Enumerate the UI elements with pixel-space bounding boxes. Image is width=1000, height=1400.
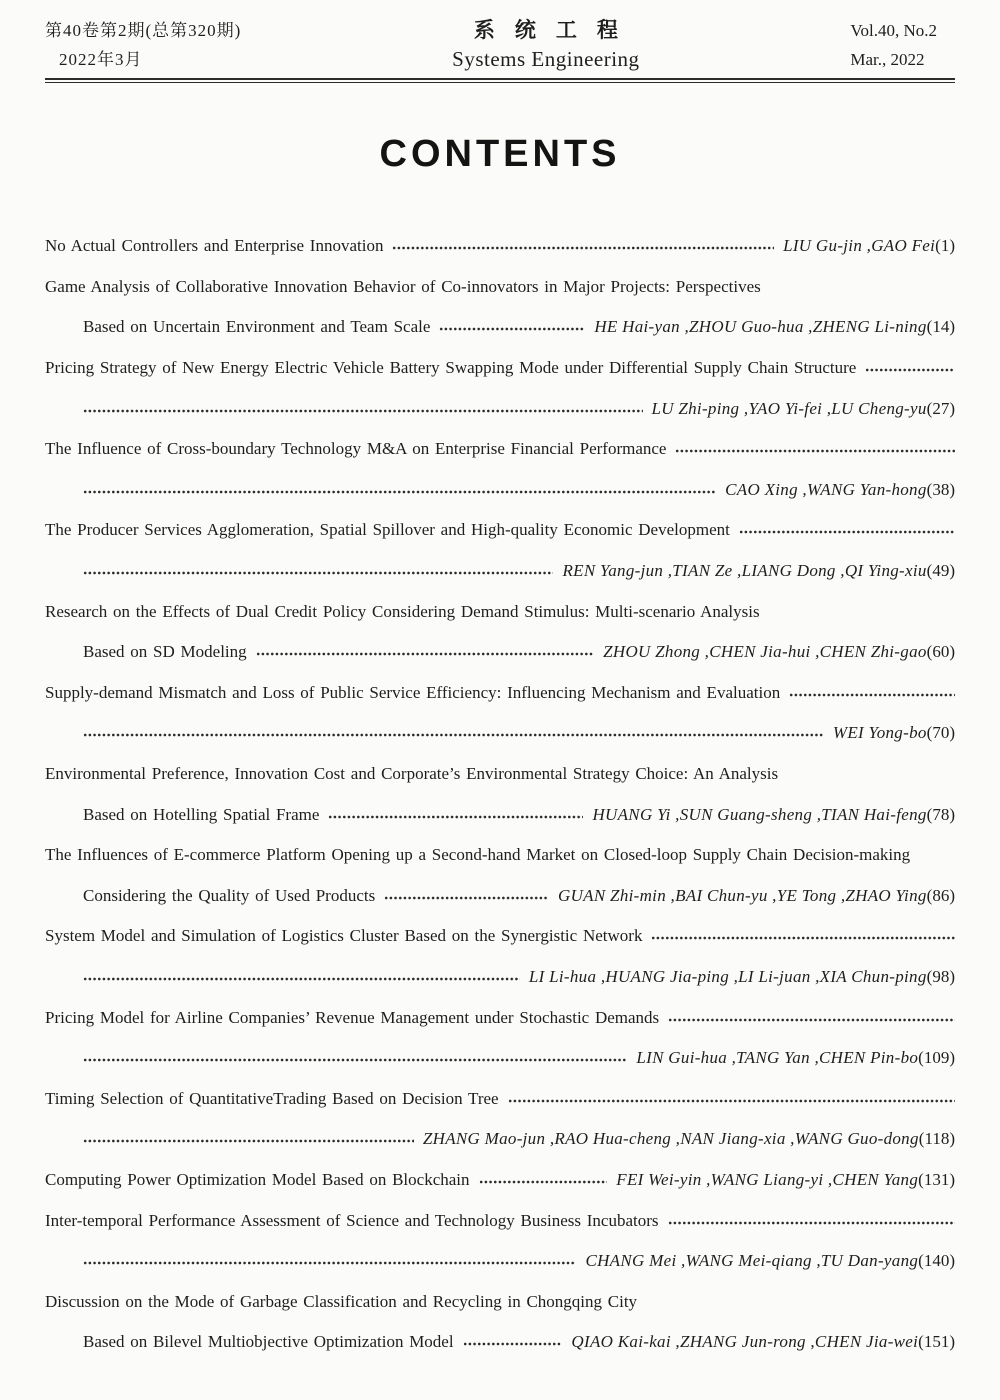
- toc-line: [45, 388, 955, 429]
- journal-title-cn: 系统工程: [473, 18, 638, 42]
- toc-entry-authors: LI Li-hua ,HUANG Jia-ping ,LI Li-juan ,XIA Chun-ping: [528, 966, 927, 986]
- dot-leader: [739, 529, 955, 535]
- dot-leader: [789, 692, 955, 698]
- dot-leader: [83, 1138, 414, 1144]
- toc-line: [45, 1038, 955, 1079]
- toc-line: [45, 551, 955, 592]
- toc-entry-title: System Model and Simulation of Logistics Cluster Based on the Synergistic Network: [45, 926, 643, 946]
- toc-entry-authors: LIN Gui-hua ,TANG Yan ,CHEN Pin-bo: [636, 1048, 919, 1068]
- toc-line: [45, 957, 955, 998]
- issue-date-cn: 2022年3月: [59, 50, 143, 69]
- toc-entry-authors: FEI Wei-yin ,WANG Liang-yi ,CHEN Yang: [616, 1169, 919, 1189]
- toc-line: [45, 876, 955, 917]
- dot-leader: [83, 976, 520, 982]
- dot-leader: [83, 732, 824, 738]
- dot-leader: [651, 935, 955, 941]
- table-of-contents: [45, 226, 955, 1363]
- toc-entry-title: Research on the Effects of Dual Credit Policy Considering Demand Stimulus: Multi-scenario Analysis: [45, 601, 760, 621]
- dot-leader: [83, 1260, 576, 1266]
- toc-entry-title: Supply-demand Mismatch and Loss of Public Service Efficiency: Influencing Mechanism and Evaluation: [45, 682, 781, 702]
- dot-leader: [384, 895, 549, 901]
- toc-line: [45, 510, 955, 551]
- toc-entry-title: The Influences of E-commerce Platform Opening up a Second-hand Market on Closed-loop Supply Chain Decision-making: [45, 845, 911, 865]
- toc-line: [45, 226, 955, 267]
- dot-leader: [83, 570, 553, 576]
- volume-issue-info: [45, 16, 241, 74]
- dot-leader: [392, 245, 774, 251]
- dot-leader: [256, 651, 594, 657]
- toc-entry-page: (49): [926, 561, 955, 581]
- toc-entry-title: Computing Power Optimization Model Based on Blockchain: [45, 1169, 470, 1189]
- toc-entry-subtitle: Considering the Quality of Used Products: [83, 885, 376, 905]
- journal-title-block: [452, 16, 639, 74]
- toc-entry-authors: HUANG Yi ,SUN Guang-sheng ,TIAN Hai-feng: [592, 804, 927, 824]
- dot-leader: [479, 1179, 608, 1185]
- toc-entry-title: Pricing Strategy of New Energy Electric Vehicle Battery Swapping Mode under Differential Supply Chain Structure: [45, 358, 857, 378]
- toc-entry-authors: WEI Yong-bo: [832, 723, 927, 743]
- toc-entry-subtitle: Based on Uncertain Environment and Team Scale: [83, 317, 431, 337]
- toc-entry-page: (109): [918, 1048, 955, 1068]
- toc-line: [45, 794, 955, 835]
- toc-line: [45, 1119, 955, 1160]
- toc-entry-authors: REN Yang-jun ,TIAN Ze ,LIANG Dong ,QI Ying-xiu: [562, 561, 927, 581]
- toc-line: [45, 916, 955, 957]
- toc-entry-authors: LIU Gu-jin ,GAO Fei: [783, 236, 936, 256]
- dot-leader: [508, 1098, 955, 1104]
- toc-line: [45, 713, 955, 754]
- toc-line: [45, 1322, 955, 1363]
- toc-entry-subtitle: Based on SD Modeling: [83, 642, 247, 662]
- toc-entry-title: The Producer Services Agglomeration, Spatial Spillover and High-quality Economic Development: [45, 520, 730, 540]
- toc-entry-page: (86): [926, 885, 955, 905]
- toc-entry-page: (70): [926, 723, 955, 743]
- toc-line: [45, 632, 955, 673]
- dot-leader: [83, 408, 643, 414]
- toc-entry-title: Discussion on the Mode of Garbage Classification and Recycling in Chongqing City: [45, 1291, 638, 1311]
- toc-line: [45, 591, 955, 632]
- toc-entry-subtitle: Based on Hotelling Spatial Frame: [83, 804, 320, 824]
- toc-line: [45, 754, 955, 795]
- toc-entry-page: (1): [935, 236, 955, 256]
- toc-entry-page: (78): [926, 804, 955, 824]
- volume-issue-line: 第40卷第2期(总第320期): [45, 21, 242, 40]
- toc-entry-page: (27): [926, 398, 955, 418]
- toc-entry-title: Inter-temporal Performance Assessment of Science and Technology Business Incubators: [45, 1210, 659, 1230]
- toc-line: [45, 835, 955, 876]
- toc-entry-authors: ZHOU Zhong ,CHEN Jia-hui ,CHEN Zhi-gao: [603, 642, 927, 662]
- dot-leader: [328, 814, 583, 820]
- journal-title-en: Systems Engineering: [452, 47, 640, 71]
- toc-entry-title: Game Analysis of Collaborative Innovation Behavior of Co-innovators in Major Projects: Perspectives: [45, 276, 761, 296]
- toc-entry-title: No Actual Controllers and Enterprise Innovation: [45, 236, 384, 256]
- toc-entry-title: The Influence of Cross-boundary Technology M&A on Enterprise Financial Performance: [45, 439, 667, 459]
- volume-number-en: Vol.40, No.2: [850, 21, 937, 40]
- dot-leader: [675, 448, 955, 454]
- dot-leader: [668, 1017, 955, 1023]
- toc-line: [45, 1241, 955, 1282]
- toc-entry-title: Timing Selection of QuantitativeTrading Based on Decision Tree: [45, 1088, 499, 1108]
- dot-leader: [83, 489, 716, 495]
- toc-entry-page: (131): [918, 1169, 955, 1189]
- toc-entry-page: (98): [926, 966, 955, 986]
- toc-line: [45, 307, 955, 348]
- toc-line: [45, 429, 955, 470]
- toc-entry-page: (14): [926, 317, 955, 337]
- toc-entry-authors: ZHANG Mao-jun ,RAO Hua-cheng ,NAN Jiang-xia ,WANG Guo-dong: [422, 1129, 919, 1149]
- toc-line: [45, 470, 955, 511]
- toc-entry-authors: CHANG Mei ,WANG Mei-qiang ,TU Dan-yang: [585, 1251, 919, 1271]
- dot-leader: [83, 1057, 627, 1063]
- toc-entry-authors: QIAO Kai-kai ,ZHANG Jun-rong ,CHEN Jia-wei: [571, 1332, 919, 1352]
- toc-entry-authors: LU Zhi-ping ,YAO Yi-fei ,LU Cheng-yu: [651, 398, 927, 418]
- toc-entry-authors: GUAN Zhi-min ,BAI Chun-yu ,YE Tong ,ZHAO Ying: [558, 885, 927, 905]
- header-double-rule: [45, 78, 955, 83]
- toc-line: [45, 1078, 955, 1119]
- toc-entry-title: Environmental Preference, Innovation Cost and Corporate’s Environmental Strategy Choice: An Analysis: [45, 764, 779, 784]
- dot-leader: [463, 1341, 563, 1347]
- toc-entry-title: Pricing Model for Airline Companies’ Revenue Management under Stochastic Demands: [45, 1007, 660, 1027]
- issue-date-en: Mar., 2022: [850, 50, 925, 69]
- toc-line: [45, 1160, 955, 1201]
- toc-line: [45, 673, 955, 714]
- toc-entry-page: (38): [926, 479, 955, 499]
- contents-title: CONTENTS: [379, 133, 621, 175]
- toc-entry-authors: HE Hai-yan ,ZHOU Guo-hua ,ZHENG Li-ning: [594, 317, 927, 337]
- journal-header: [0, 0, 1000, 76]
- toc-entry-subtitle: Based on Bilevel Multiobjective Optimization Model: [83, 1332, 454, 1352]
- toc-line: [45, 997, 955, 1038]
- toc-entry-page: (118): [918, 1129, 955, 1149]
- toc-entry-page: (140): [918, 1251, 955, 1271]
- toc-line: [45, 1281, 955, 1322]
- dot-leader: [439, 326, 585, 332]
- toc-entry-authors: CAO Xing ,WANG Yan-hong: [725, 479, 927, 499]
- dot-leader: [865, 367, 955, 373]
- volume-info-en: [850, 16, 955, 74]
- dot-leader: [668, 1220, 956, 1226]
- toc-line: [45, 267, 955, 308]
- toc-entry-page: (60): [926, 642, 955, 662]
- toc-line: [45, 1200, 955, 1241]
- toc-line: [45, 348, 955, 389]
- toc-entry-page: (151): [918, 1332, 955, 1352]
